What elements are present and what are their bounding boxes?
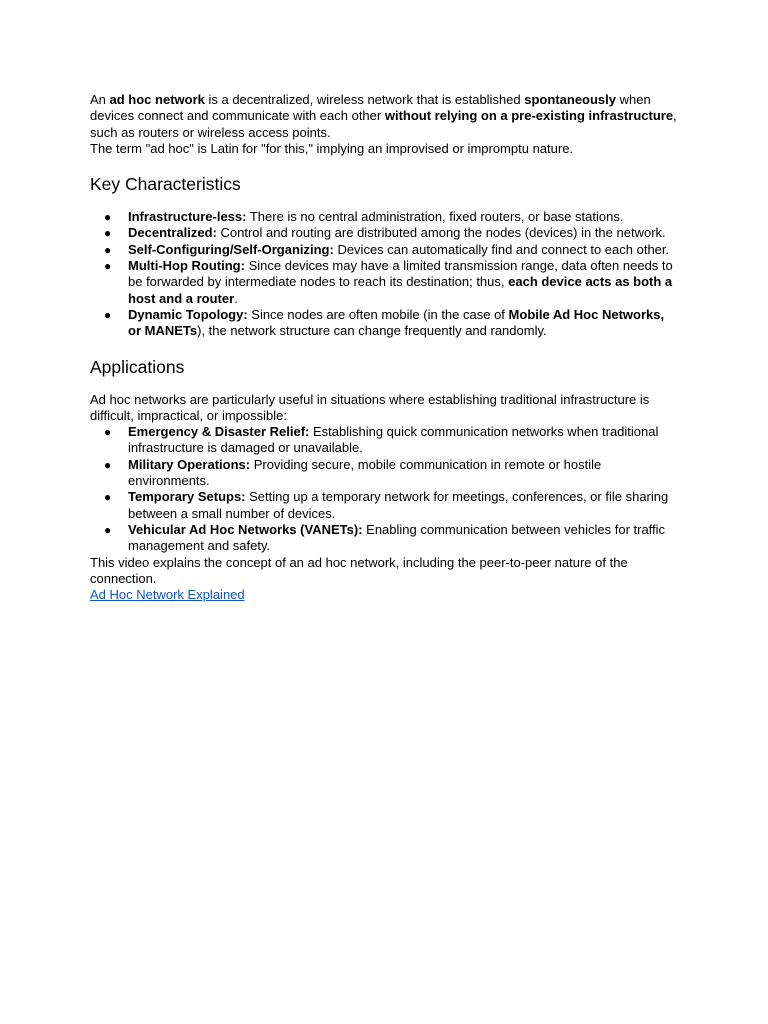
key-characteristics-heading: Key Characteristics <box>90 174 241 195</box>
list-item: ● Vehicular Ad Hoc Networks (VANETs): Enabling communication between vehicles for traffic management and safety. <box>104 521 666 554</box>
term-without-infrastructure: without relying on a pre-existing infrastructure <box>384 108 674 124</box>
list-item: ● Military Operations: Providing secure, mobile communication in remote or hostile environments. <box>104 456 602 489</box>
bullet-icon: ● <box>104 242 112 257</box>
bullet-icon: ● <box>104 490 112 505</box>
bullet-icon: ● <box>104 226 112 241</box>
document-body <box>90 92 680 603</box>
list-item: ● Infrastructure-less: There is no central administration, fixed routers, or base stations. <box>104 209 624 225</box>
intro-paragraph: An ad hoc network is a decentralized, wireless network that is established spontaneously when devices connect and communicate with each other without relying on a pre-existing infrastructure, such as routers or wireless access points. <box>90 92 677 140</box>
applications-list <box>90 424 680 554</box>
bullet-icon: ● <box>104 425 112 440</box>
list-item: ● Self-Configuring/Self-Organizing: Devices can automatically find and connect to each other. <box>104 241 670 257</box>
bullet-icon: ● <box>104 210 112 225</box>
term-ad-hoc-network: ad hoc network <box>109 92 205 107</box>
applications-intro: Ad hoc networks are particularly useful in situations where establishing traditional infrastructure is difficult, impractical, or impossible: <box>90 391 650 423</box>
list-item: ● Emergency & Disaster Relief: Establishing quick communication networks when traditional infrastructure is damaged or unavailable. <box>104 424 659 456</box>
list-item: ● Dynamic Topology: Since nodes are often mobile (in the case of Mobile Ad Hoc Networks, or MANETs), the network structure can change frequently and randomly. <box>104 306 665 339</box>
bullet-icon: ● <box>104 522 112 537</box>
video-link[interactable]: Ad Hoc Network Explained <box>90 587 245 603</box>
bullet-icon: ● <box>104 259 112 274</box>
applications-heading: Applications <box>90 356 185 377</box>
list-item: ● Multi-Hop Routing: Since devices may have a limited transmission range, data often needs to be forwarded by intermediate nodes to reach its destination; thus, each device acts as both a host and a router. <box>104 258 673 306</box>
list-item: ● Decentralized: Control and routing are distributed among the nodes (devices) in the network. <box>104 225 666 241</box>
video-link-line <box>90 587 680 603</box>
key-characteristics-list <box>90 209 680 339</box>
bullet-icon: ● <box>104 307 112 322</box>
bullet-icon: ● <box>104 457 112 472</box>
list-item: ● Temporary Setups: Setting up a temporary network for meetings, conferences, or file sharing between a small number of devices. <box>104 489 669 521</box>
latin-meaning-paragraph: The term "ad hoc" is Latin for "for this," implying an improvised or impromptu nature. <box>90 140 574 156</box>
video-description: This video explains the concept of an ad hoc network, including the peer-to-peer nature of the connection. <box>90 554 628 586</box>
term-spontaneously: spontaneously <box>524 92 617 107</box>
